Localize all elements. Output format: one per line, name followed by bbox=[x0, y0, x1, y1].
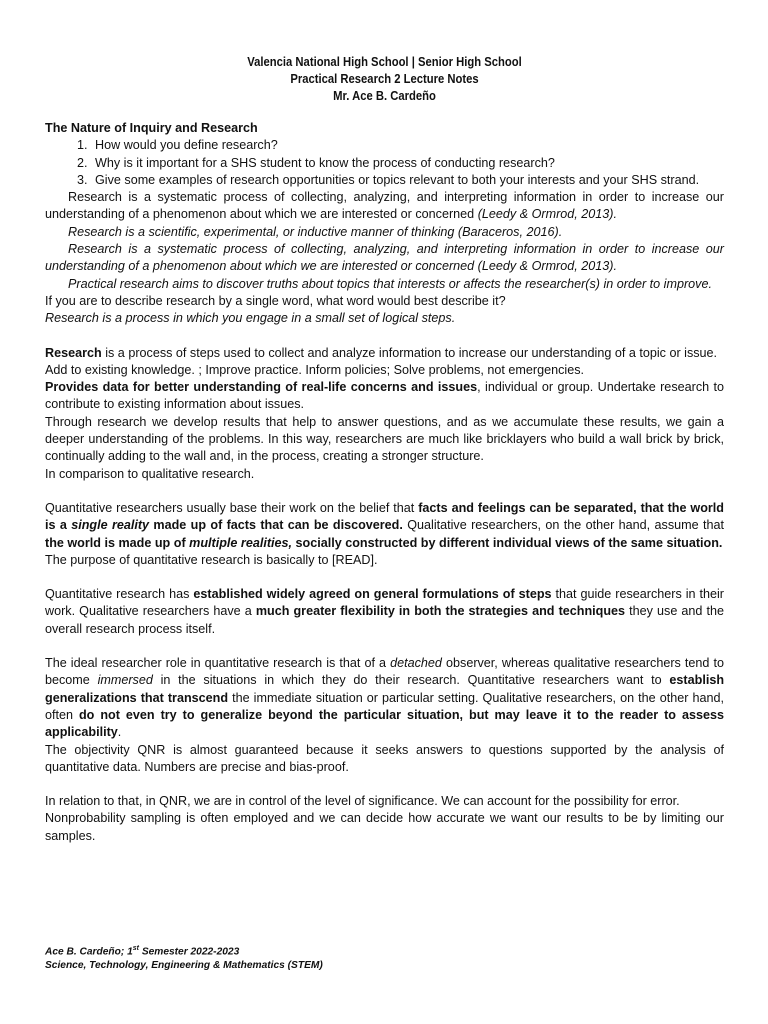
researcher-role-paragraph bbox=[45, 655, 724, 741]
significance-paragraph: In relation to that, in QNR, we are in control of the level of significance. We can account for the possibility for error. bbox=[45, 794, 680, 809]
bold-run: made up of facts that can be discovered. bbox=[149, 518, 403, 533]
research-data-paragraph bbox=[45, 379, 724, 414]
research-data-text: , individual or group. Undertake research to contribute to existing information about issues. bbox=[45, 380, 725, 412]
italic-run: detached bbox=[390, 656, 442, 671]
bold-run: established widely agreed on general formulations of steps bbox=[193, 587, 552, 602]
comparison-line: In comparison to qualitative research. bbox=[45, 466, 255, 481]
definition-paragraph bbox=[45, 189, 724, 224]
school-name: Valencia National High School | Senior High School bbox=[247, 55, 522, 69]
steps-paragraph bbox=[45, 586, 724, 638]
question-item: 2. Why is it important for a SHS student to know the process of conducting research? bbox=[91, 155, 724, 172]
teacher-name: Mr. Ace B. Cardeño bbox=[333, 89, 436, 103]
question-item: 3. Give some examples of research opportunities or topics relevant to both your interests and your SHS strand. bbox=[91, 172, 724, 189]
text-run: The ideal researcher role in quantitative research is that of a bbox=[45, 656, 391, 671]
footer-semester: Semester 2022-2023 bbox=[138, 946, 240, 958]
text-run: Quantitative researchers usually base their work on the belief that bbox=[45, 500, 419, 515]
question-item: 1. How would you define research? bbox=[91, 137, 724, 154]
footer-strand: Science, Technology, Engineering & Mathematics (STEM) bbox=[45, 960, 323, 972]
italic-run: immersed bbox=[97, 673, 153, 688]
bold-run: establish generalizations that transcend bbox=[45, 673, 725, 705]
document-header bbox=[45, 54, 724, 105]
text-run: . bbox=[117, 725, 122, 740]
bold-run: socially constructed by different individual views of the same situation. bbox=[292, 535, 723, 550]
bold-run: facts and feelings can be separated, that the world is a bbox=[45, 500, 725, 533]
bold-run: much greater flexibility in both the strategies and techniques bbox=[255, 604, 626, 619]
document-footer bbox=[45, 942, 323, 973]
research-definition bbox=[45, 345, 724, 362]
text-run: that guide researchers in their work. Qualitative researchers have a bbox=[45, 587, 724, 619]
research-data-emphasis: Provides data for better understanding of real-life concerns and issues bbox=[45, 380, 478, 395]
bricklayer-paragraph: Through research we develop results that help to answer questions, and as we accumulate these results, we gain a deeper understanding of the problems. In this way, researchers are much like bricklayers who build a wall brick by brick, continually adding to the wall and, in the process, creating a stronger structure. bbox=[45, 414, 724, 464]
definition-paragraph: Research is a scientific, experimental, or inductive manner of thinking (Baraceros, 2016). bbox=[68, 224, 563, 239]
text-run: the immediate situation or particular setting. Qualitative researchers, on the other hand, often bbox=[45, 690, 724, 722]
definition-paragraph: Research is a systematic process of collecting, analyzing, and interpreting information in order to increase our understanding of a phenomenon about which we are interested or concerned (Leedy & Ormrod, 2013). bbox=[45, 242, 724, 274]
bold-italic-run: single reality bbox=[71, 518, 150, 533]
reflection-answer: Research is a process in which you engage in a small set of logical steps. bbox=[45, 311, 456, 326]
footer-superscript: st bbox=[132, 945, 139, 952]
research-purposes: Add to existing knowledge. ; Improve practice. Inform policies; Solve problems, not emergencies. bbox=[45, 362, 584, 377]
reflection-question: If you are to describe research by a single word, what word would best describe it? bbox=[45, 293, 506, 308]
text-run: Quantitative research has bbox=[45, 587, 194, 602]
definition-citation: (Leedy & Ormrod, 2013). bbox=[477, 207, 617, 222]
text-run: in the situations in which they do their research. Quantitative researchers want to bbox=[152, 673, 670, 688]
guide-questions bbox=[45, 137, 724, 189]
bold-run: do not even try to generalize beyond the particular situation, but may leave it to the reader to assess applicability bbox=[45, 707, 724, 740]
section-title: The Nature of Inquiry and Research bbox=[45, 121, 258, 135]
text-run: Qualitative researchers, on the other hand, assume that bbox=[402, 518, 724, 533]
footer-author: Ace B. Cardeño; 1 bbox=[45, 946, 133, 958]
purpose-line: The purpose of quantitative research is basically to [READ]. bbox=[45, 552, 378, 567]
course-title: Practical Research 2 Lecture Notes bbox=[290, 72, 479, 86]
bold-italic-run: multiple realities, bbox=[189, 535, 293, 550]
footer-author-line bbox=[45, 942, 323, 959]
text-run: observer, whereas qualitative researchers tend to become bbox=[45, 656, 724, 688]
definition-paragraph: Practical research aims to discover truths about topics that interests or affects the researcher(s) in order to improve. bbox=[68, 276, 712, 291]
text-run: they use and the overall research process itself. bbox=[45, 604, 725, 636]
sampling-paragraph: Nonprobability sampling is often employed and we can decide how accurate we want our results to be by limiting our samples. bbox=[45, 811, 724, 843]
quantitative-qualitative-paragraph bbox=[45, 500, 724, 552]
research-definition-text: is a process of steps used to collect and analyze information to increase our understanding of a topic or issue. bbox=[101, 345, 718, 360]
research-term: Research bbox=[45, 345, 102, 360]
definition-text: Research is a systematic process of collecting, analyzing, and interpreting information in order to increase our understanding of a phenomenon about which we are interested or concerned bbox=[45, 190, 724, 222]
bold-run: the world is made up of bbox=[45, 535, 190, 550]
objectivity-paragraph: The objectivity QNR is almost guaranteed because it seeks answers to questions supported by the analysis of quantitative data. Numbers are precise and bias-proof. bbox=[45, 742, 724, 774]
